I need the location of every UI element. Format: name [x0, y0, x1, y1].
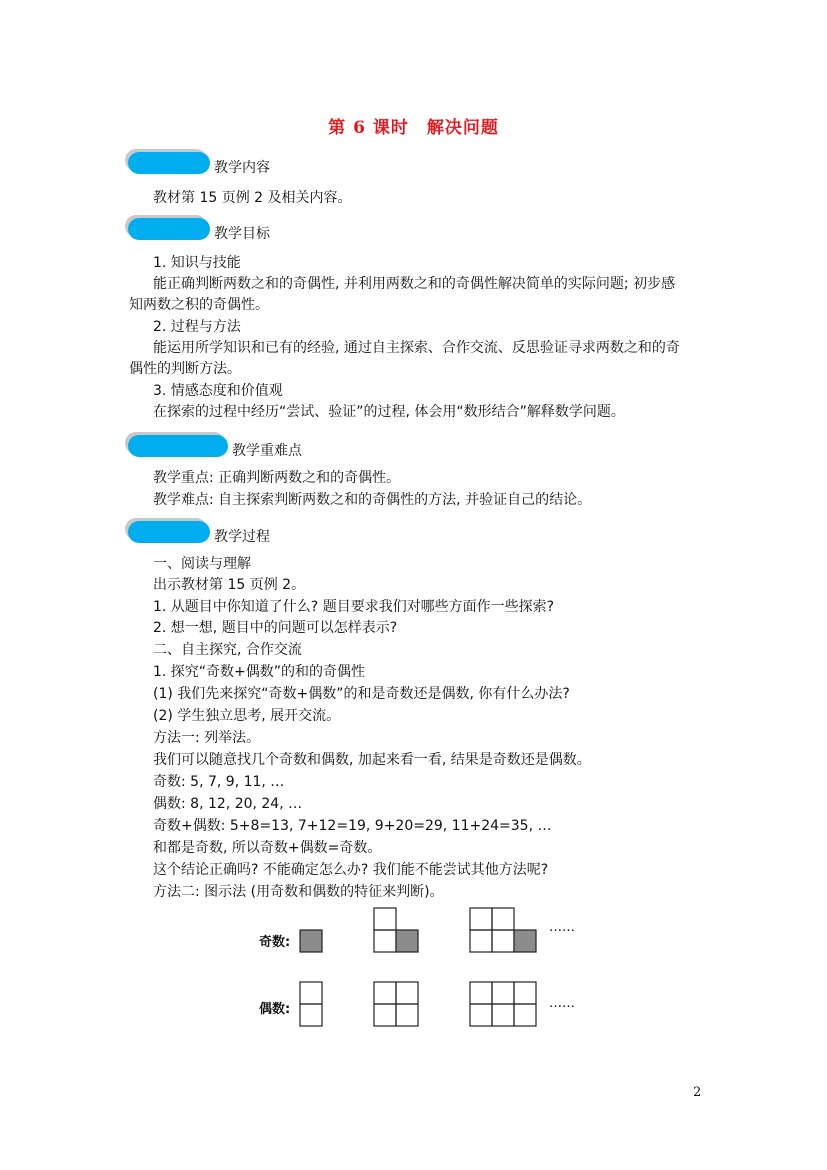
even-square	[374, 982, 396, 1004]
goal-heading: 2. 过程与方法	[153, 319, 241, 335]
process-line: 出示教材第 15 页例 2。	[153, 577, 306, 593]
odd-ellipsis: ……	[549, 920, 575, 935]
difficult-point: 教学难点: 自主探索判断两数之和的奇偶性的方法, 并验证自己的结论。	[153, 492, 592, 508]
goal-heading-text: 1. 知识与技能	[153, 255, 241, 271]
process-line: 和都是奇数, 所以奇数+偶数=奇数。	[153, 840, 382, 856]
process-line: 偶数: 8, 12, 20, 24, …	[153, 796, 303, 812]
process-line: 二、自主探究, 合作交流	[153, 642, 302, 658]
odd-square	[470, 908, 492, 930]
even-square	[514, 1004, 536, 1026]
goal-text: 能正确判断两数之和的奇偶性, 并利用两数之和的奇偶性解决简单的实际问题; 初步感	[153, 276, 676, 292]
process-line: 一、阅读与理解	[153, 556, 251, 572]
section-title: 教学内容	[214, 160, 270, 176]
odd-square	[492, 930, 514, 952]
goal-text: 知两数之积的奇偶性。	[129, 297, 269, 313]
process-line: 1. 探究“奇数+偶数”的和的奇偶性	[153, 664, 366, 680]
section-title: 教学目标	[214, 226, 270, 242]
goal-text: 能运用所学知识和已有的经验, 通过自主探索、合作交流、反思验证寻求两数之和的奇	[153, 340, 680, 356]
odd-square	[492, 908, 514, 930]
odd-square-shaded	[396, 930, 418, 952]
content-text: 教材第 15 页例 2 及相关内容。	[153, 190, 352, 206]
process-line: 奇数+偶数: 5+8=13, 7+12=19, 9+20=29, 11+24=35, …	[153, 818, 552, 834]
even-square	[492, 982, 514, 1004]
process-line: (1) 我们先来探究“奇数+偶数”的和是奇数还是偶数, 你有什么办法?	[153, 686, 570, 702]
process-line: 这个结论正确吗? 不能确定怎么办? 我们能不能尝试其他方法呢?	[153, 862, 549, 878]
process-line: (2) 学生独立思考, 展开交流。	[153, 708, 341, 724]
even-ellipsis: ……	[549, 996, 575, 1011]
even-square	[374, 1004, 396, 1026]
goal-text: 偶性的判断方法。	[129, 361, 241, 377]
section-title: 教学过程	[214, 529, 270, 545]
key-point: 教学重点: 正确判断两数之和的奇偶性。	[153, 470, 401, 486]
even-square	[396, 1004, 418, 1026]
process-line: 1. 从题目中你知道了什么? 题目要求我们对哪些方面作一些探索?	[153, 599, 555, 615]
even-square	[300, 982, 322, 1004]
odd-square-shaded	[514, 930, 536, 952]
odd-square-shaded	[300, 930, 322, 952]
odd-label: 奇数:	[259, 935, 291, 950]
section-title: 教学重难点	[232, 443, 302, 459]
process-line: 2. 想一想, 题目中的问题可以怎样表示?	[153, 620, 398, 636]
page-title: 第 6 课时 解决问题	[328, 118, 499, 138]
odd-square	[470, 930, 492, 952]
odd-square	[374, 908, 396, 930]
even-square	[396, 982, 418, 1004]
even-label: 偶数:	[259, 1002, 291, 1017]
goal-heading: 3. 情感态度和价值观	[153, 383, 283, 399]
even-square	[514, 982, 536, 1004]
odd-square	[374, 930, 396, 952]
process-line: 我们可以随意找几个奇数和偶数, 加起来看一看, 结果是奇数还是偶数。	[153, 752, 591, 768]
even-square	[470, 1004, 492, 1026]
goal-text: 在探索的过程中经历“尝试、验证”的过程, 体会用“数形结合”解释数学问题。	[153, 404, 625, 420]
page-number: 2	[693, 1085, 702, 1100]
even-square	[492, 1004, 514, 1026]
even-square	[300, 1004, 322, 1026]
even-square	[470, 982, 492, 1004]
process-line: 方法一: 列举法。	[153, 730, 261, 746]
process-line: 方法二: 图示法 (用奇数和偶数的特征来判断)。	[153, 884, 444, 900]
process-line: 奇数: 5, 7, 9, 11, …	[153, 774, 285, 790]
